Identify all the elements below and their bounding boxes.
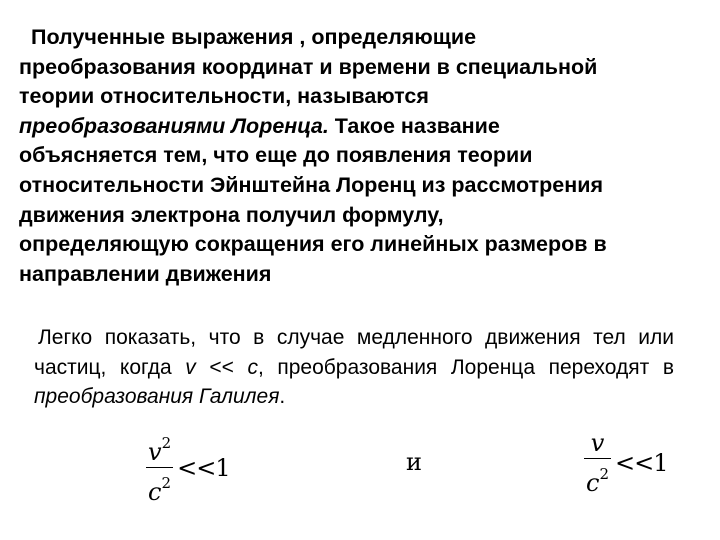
denominator: $c^2$ bbox=[586, 465, 609, 498]
para2-v: v bbox=[185, 355, 196, 379]
para1-line7: движения электрона получил формулу, bbox=[19, 202, 444, 227]
para1-line5: объясняется тем, что еще до появления теории bbox=[19, 143, 533, 168]
para2-part1: Легко показать, что в случае медленного движения тел или частиц, когда bbox=[34, 326, 674, 379]
para2-relation: << bbox=[195, 355, 248, 379]
numerator: $v^2$ bbox=[148, 434, 172, 466]
para1-line8: определяющую сокращения его линейных размеров в bbox=[19, 232, 607, 257]
relation: <<1 bbox=[177, 453, 230, 482]
para2-term-galileo: преобразования Галилея bbox=[34, 385, 280, 408]
para2-c: c bbox=[247, 355, 258, 379]
para1-line6: относительности Эйнштейна Лоренц из рассмотрения bbox=[19, 172, 604, 197]
fraction bbox=[584, 428, 611, 498]
para1-line9: направлении движения bbox=[19, 261, 272, 286]
relation: <<1 bbox=[615, 449, 668, 478]
para1-line3: теории относительности, называются bbox=[19, 84, 429, 109]
formula-v-over-c2 bbox=[584, 428, 668, 498]
para1-line1: Полученные выражения , определяющие bbox=[31, 25, 477, 49]
paragraph-lorentz-intro bbox=[19, 23, 709, 289]
para2-part2: , преобразования Лоренца переходят в bbox=[257, 355, 674, 379]
fraction bbox=[146, 428, 173, 507]
para1-term-lorentz: преобразованиями Лоренца. bbox=[19, 113, 329, 138]
denominator: $c^2$ bbox=[148, 474, 172, 507]
formula-v2-over-c2 bbox=[146, 428, 230, 507]
para1-line2: преобразования координат и времени в специальной bbox=[19, 54, 598, 79]
para2-end: . bbox=[279, 385, 286, 408]
conjunction-and: и bbox=[406, 448, 422, 476]
numerator: v bbox=[590, 429, 605, 457]
paragraph-galilean-limit bbox=[34, 323, 674, 412]
para1-line4-rest: Такое название bbox=[328, 113, 500, 138]
